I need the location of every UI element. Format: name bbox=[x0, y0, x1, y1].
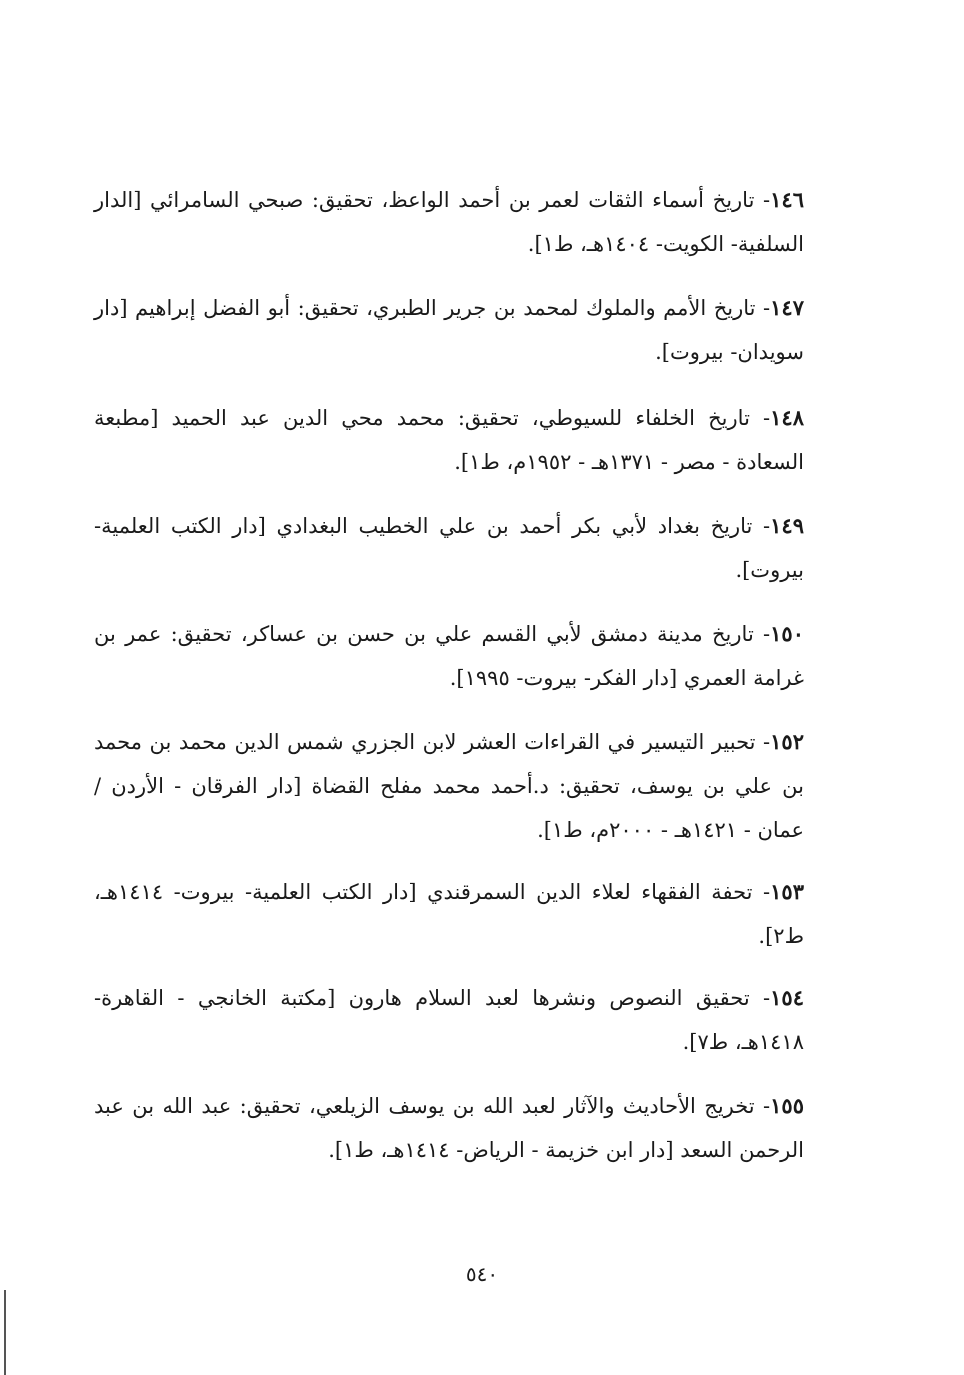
entry-number: ١٥٢ bbox=[770, 729, 804, 754]
bibliography-entry bbox=[94, 1084, 804, 1172]
entry-number: ١٥٤ bbox=[770, 985, 804, 1010]
entry-text: - تاريخ أسماء الثقات لعمر بن أحمد الواعظ، تحقيق: صبحي السامرائي [الدار السلفية- الكويت- ١٤٠٤هـ، ط١]. bbox=[94, 188, 804, 256]
entry-text: - تاريخ مدينة دمشق لأبي القسم علي بن حسن بن عساكر، تحقيق: عمر بن غرامة العمري [دار الفكر- بيروت- ١٩٩٥]. bbox=[94, 622, 804, 690]
entry-number: ١٥٥ bbox=[770, 1093, 804, 1118]
entry-text: - تحفة الفقهاء لعلاء الدين السمرقندي [دار الكتب العلمية- بيروت- ١٤١٤هـ، ط٢]. bbox=[94, 880, 804, 948]
entry-number: ١٤٧ bbox=[770, 295, 804, 320]
entry-text: - تحبير التيسير في القراءات العشر لابن الجزري شمس الدين محمد بن محمد بن علي بن يوسف، تحقيق: د.أحمد محمد مفلح القضاة [دار الفرقان - الأردن / عمان - ١٤٢١هـ - ٢٠٠٠م، ط١]. bbox=[94, 730, 804, 842]
entry-number: ١٤٩ bbox=[770, 513, 804, 538]
bibliography-entry bbox=[94, 396, 804, 484]
entry-text: - تاريخ الخلفاء للسيوطي، تحقيق: محمد محي الدين عبد الحميد [مطبعة السعادة - مصر - ١٣٧١هـ - ١٩٥٢م، ط١]. bbox=[94, 406, 804, 474]
page-number: ٥٤٠ bbox=[465, 1262, 499, 1286]
entry-number: ١٤٨ bbox=[770, 405, 804, 430]
bibliography-entry bbox=[94, 504, 804, 592]
entry-number: ١٤٦ bbox=[770, 187, 804, 212]
entry-text: - تخريج الأحاديث والآثار لعبد الله بن يوسف الزيلعي، تحقيق: عبد الله بن عبد الرحمن السعد [دار ابن خزيمة - الرياض- ١٤١٤هـ، ط١]. bbox=[94, 1094, 804, 1162]
entry-number: ١٥٣ bbox=[770, 879, 804, 904]
bibliography-entry bbox=[94, 870, 804, 958]
scan-edge-line bbox=[4, 1290, 6, 1375]
bibliography-entry bbox=[94, 286, 804, 374]
entry-text: - تحقيق النصوص ونشرها لعبد السلام هارون [مكتبة الخانجي - القاهرة- ١٤١٨هـ، ط٧]. bbox=[94, 986, 804, 1054]
bibliography-entry bbox=[94, 612, 804, 700]
bibliography-entry bbox=[94, 720, 804, 852]
entry-text: - تاريخ بغداد لأبي بكر أحمد بن علي الخطيب البغدادي [دار الكتب العلمية- بيروت]. bbox=[94, 514, 804, 582]
entry-text: - تاريخ الأمم والملوك لمحمد بن جرير الطبري، تحقيق: أبو الفضل إبراهيم [دار سويدان- بيروت]. bbox=[94, 296, 804, 364]
bibliography-entry bbox=[94, 178, 804, 266]
entry-number: ١٥٠ bbox=[770, 621, 804, 646]
bibliography-entry bbox=[94, 976, 804, 1064]
